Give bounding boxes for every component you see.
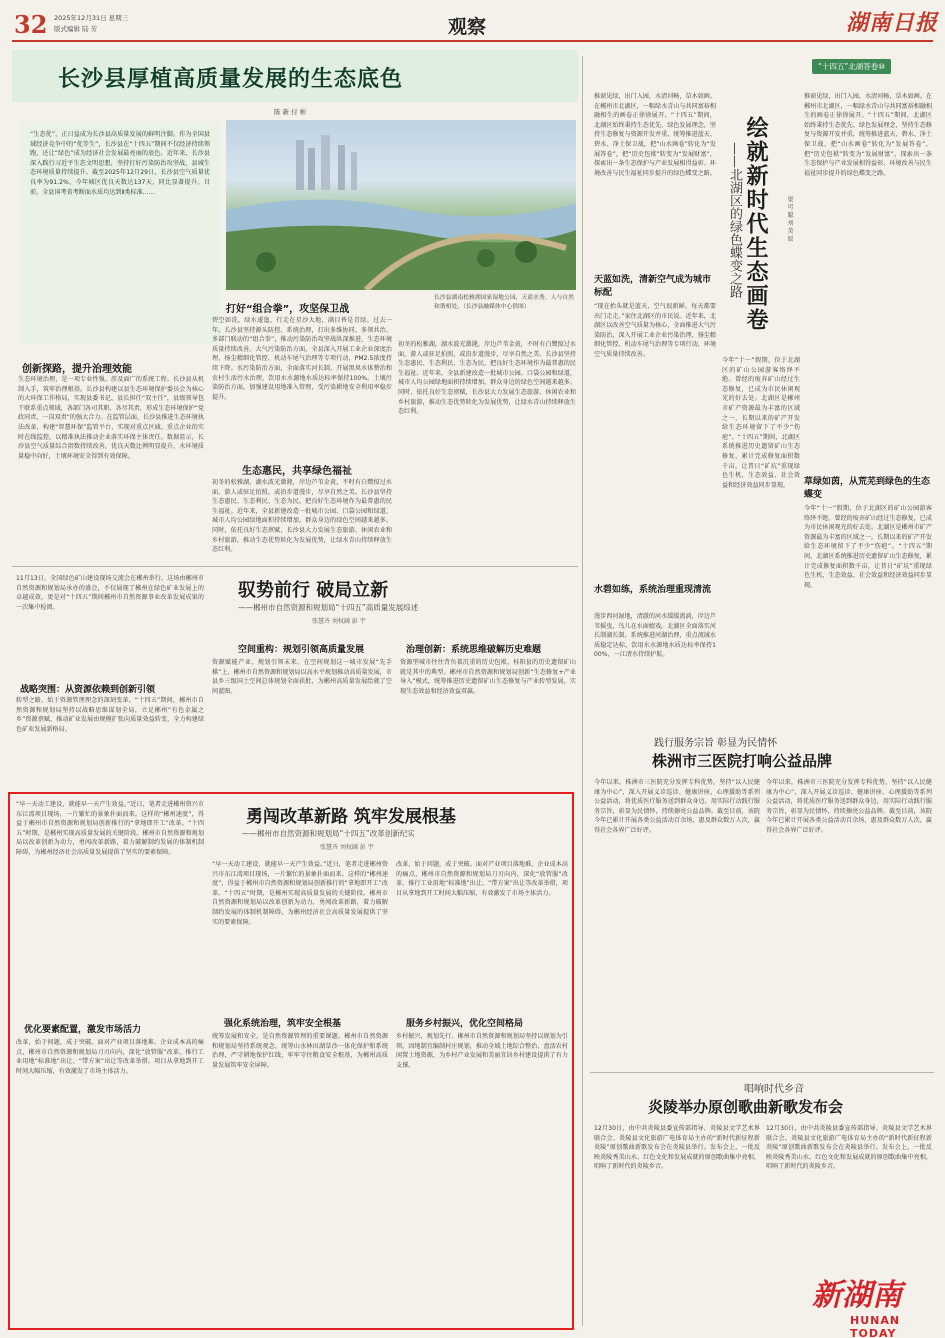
sidebar-col3-text: 推窗见绿，出门入园，水清河畅，草木如画。在郴州市北湖区，一幅绿水青山与共同富裕相融相生的画卷正徐徐展开。“十四五”期间，北湖区始终秉持生态优先、绿色发展理念，坚持生态修复与资源开发并重，统筹推进蓝天、碧水、净土保卫战，把“山水画卷”转化为“发展答卷”，把“历史包袱”转变为“发展财富”，探索出一条生态保护与产业发展相得益彰、环境改善与民生福祉同步提升的绿色蝶变之路。 (804, 93, 932, 177)
article1-col4-text: 初冬的松雅湖，湖水波光潋滟，岸边芦苇金黄，不时有白鹭掠过水面，游人或驻足拍照，或沿步道漫步，尽享自然之美。长沙县坚持生态惠民、生态利民、生态为民，把良好生态环境作为最普惠的民生福祉。近年来，全县新建改造一批城市公园、口袋公园和绿道，城市人均公园绿地面积持续增加，群众身边的绿色空间越来越多。同时，依托良好生态禀赋，长沙县大力发展生态旅游、休闲农业和乡村旅游，推动生态优势转化为发展优势，让绿水青山持续释放生态红利。 (398, 341, 576, 416)
article2-text1: 转型之路，始于资源管理理念的深刻变革。“十四五”期间，郴州市自然资源和规划局坚持以战略思维谋划全局，立足郴州“有色金属之乡”资源禀赋，推动矿业发展由规模扩张向质量效益转变，全力构建绿色矿业发展新格局。 (16, 697, 204, 733)
article4-text-col2: 今年以来，株洲市三医院充分发挥专科优势，坚持“以人民健康为中心”，深入开展义诊巡诊、健康讲座、心理援助等系列公益活动，将优质医疗服务送到群众身边，用实际行动践行服务宗旨，彰显为民情怀，持续擦亮公益品牌。截至目前，该院今年已累计开展各类公益活动百余场，惠及群众数万人次，赢得社会各界广泛好评。 (766, 779, 932, 834)
sidebar-title: 绘就新时代生态画卷 (743, 116, 769, 332)
article5-kicker: 唱响时代乡音 (744, 1084, 804, 1095)
article3-subtitle: ——郴州市自然资源和规划局“十四五”改革创新纪实 (242, 829, 415, 838)
sidebar-tag: “十四五”北湖答卷⑩ (812, 59, 891, 74)
article1-sec2-heading: 打好“组合拳”，攻坚保卫战 (226, 304, 350, 315)
sidebar-h3: 草绿如茵，从荒芜到绿色的生态蝶变 (804, 477, 931, 500)
article1-intro: “生态优”，正日益成为长沙县高质量发展的鲜明注脚。作为全国县域经济竞争中的“优等生”，长沙县在“十四五”期间不仅经济持续领跑，还让“绿色”成为经济社会发展最亮丽的底色。近年来，长沙县深入践行习近平生态文明思想，坚持打好污染防治攻坚战，县城生态环境质量持续提升。截至2025年12月29日，长沙县空气质量优良率为91.2%，今年城区优良天数达137天，同比显著提升。目前，全县国考省考断面水质均达到Ⅱ类标准…… (30, 131, 210, 196)
article1-sec1-heading: 创新探路，提升治理效能 (22, 364, 132, 375)
article1-photo-caption: 长沙县湖南松雅湖国家湿地公园，天蓝水秀，人与自然和谐相处。（长沙县融媒体中心供图） (434, 295, 574, 310)
article1-byline: 陈 新 付 彬 (274, 108, 307, 116)
article3-title: 勇闯改革新路 筑牢发展根基 (246, 807, 456, 827)
article3-col2-text: “早一天动工建设，就能早一天产生效益。”近日，笔者走进郴州资兴市东江湾项目现场，一片繁忙的景象扑面而来。这样的“郴州速度”，得益于郴州市自然资源和规划局创新推行的“拿地即开工”改革。“十四五”时期，是郴州实现高质量发展的关键阶段。郴州市自然资源和规划局以改革创新为动力，勇闯改革新路，着力破解制约发展的体制机制障碍，为郴州经济社会高质量发展提供了坚实的要素保障。 (212, 861, 388, 926)
article2-text2: 资源赋能产业，规划引领未来。在空间规划这一城市发展“先手棋”上，郴州市自然资源和规划局以高水平规划推动高质量发展，市县乡三级国土空间总体规划全面获批，为郴州高质量发展绘就了空间蓝图。 (212, 659, 392, 695)
article1-sec2-text: 碧空如洗、绿水逶迤，行走在星沙大地，满目皆是青绿。过去一年，长沙县坚持源头防控、系统治理，打出多维协同、多领共治、多部门联动的“组合拳”，推动污染防治攻坚战纵深推进，生态环境质量持续改善。大气污染防治方面，全县深入开展工业企业深度治理、扬尘精细化管控、机动车尾气治理等专项行动，PM2.5浓度持续下降。水污染防治方面，全面落实河长制，开展黑臭水体整治和农村生活污水治理，饮用水水源地水质达标率保持100%。土壤污染防治方面，加强建设用地准入管理，受污染耕地安全利用率稳步提升。 (212, 317, 392, 401)
article1-photo (226, 120, 576, 290)
editors-line: 版式编辑 陆 芳 (54, 25, 98, 33)
sidebar-text3: 漫步西河湿地，清澈的河水缓缓流淌，岸边芦苇摇曳，鸟儿在水面嬉戏。北湖区全面落实河长制湖长制，系统推进河湖治理，重点流域水质稳定达标，饮用水水源地水质达标率保持100%，一江清水持续护航。 (594, 613, 716, 659)
masthead (0, 0, 945, 48)
article3-h2: 强化系统治理，筑牢安全根基 (224, 1019, 342, 1029)
article3-byline: 张慧齐 刘权阔 彭 宇 (320, 844, 374, 851)
article2-byline: 张慧齐 刘权阔 彭 宇 (312, 618, 366, 625)
sidebar-mid-text: 今年“十一”假期，位于北湖区的矿山公园游客络绎不绝。曾经的废弃矿山经过生态修复，已成为市民休闲观光的好去处。北湖区是郴州市矿产资源最为丰富的区域之一，长期以来的矿产开发给生态环境留下了不少“伤疤”。“十四五”期间，北湖区系统推进历史遗留矿山生态修复，累计完成修复面积数千亩，让昔日“矿坑”重现绿色生机，生态效益、社会效益和经济效益同步显现。 (722, 357, 800, 489)
sidebar-text1: 推窗见绿，出门入园，水清河畅，草木如画。在郴州市北湖区，一幅绿水青山与共同富裕相融相生的画卷正徐徐展开。“十四五”期间，北湖区始终秉持生态优先、绿色发展理念，坚持生态修复与资源开发并重，统筹推进蓝天、碧水、净土保卫战，把“山水画卷”转化为“发展答卷”，把“历史包袱”转变为“发展财富”，探索出一条生态保护与产业发展相得益彰、环境改善与民生福祉同步提升的绿色蝶变之路。 (594, 93, 716, 177)
article1-intro-box (20, 122, 220, 344)
page-number: 32 (14, 10, 48, 39)
watermark-en: HUNAN TODAY (850, 1314, 901, 1338)
sidebar-text2: “现在抬头就是蓝天，空气很新鲜，每天都要出门走走。”家住北湖区的市民说。近年来，北湖区以改善空气质量为核心，全面推进大气污染防治，深入开展工业企业污染治理、扬尘精细化管控、机动车尾气治理等专项行动，环境空气质量持续改善。 (594, 303, 716, 358)
article-chenzhou-overview (12, 570, 578, 788)
article4-kicker: 践行服务宗旨 彰显为民情怀 (654, 738, 778, 749)
masthead-rule (12, 40, 933, 42)
right-article-divider (590, 1072, 934, 1073)
watermark-logo (806, 1270, 936, 1336)
sidebar-h1: 天蓝如洗，清新空气成为城市标配 (594, 275, 712, 298)
article3-text3: 乡村振兴，规划先行。郴州市自然资源和规划局坚持以规划为引领，因地制宜编制村庄规划，推动全域土地综合整治，盘活农村闲置土地资源，为乡村产业发展和美丽宜居乡村建设提供了有力支撑。 (396, 1033, 568, 1069)
article2-title: 驭势前行 破局立新 (238, 580, 389, 601)
article1-title: 长沙县厚植高质量发展的生态底色 (58, 67, 404, 92)
watermark-cn: 新湖南 (812, 1278, 902, 1313)
article2-text3: 资源型城市往往背负着沉重的历史包袱，桂阳县的历史遗留矿山就是其中的典型。郴州市自然资源和规划局创新“生态修复+产业导入”模式，统筹推进历史遗留矿山生态修复与产业转型发展，实现生态效益和经济效益双赢。 (400, 659, 576, 695)
article5-title: 炎陵举办原创歌曲新歌发布会 (648, 1098, 844, 1116)
article3-col3-text: 改革，始于问题，成于突破。面对产业项目落地难、企业成本高的痛点，郴州市自然资源和规划局刀刃向内，深化“放管服”改革，推行工业用地“标准地”出让、“带方案”出让等改革举措，项目从拿地到开工时间大幅压缩，有效激发了市场主体活力。 (396, 861, 568, 897)
sidebar-byline: 梁 可 聪 刘 美 辰 (786, 196, 793, 242)
sidebar-divider (582, 56, 583, 1326)
article-changsha (12, 50, 578, 558)
article2-h3: 治理创新：系统思维破解历史难题 (406, 645, 542, 655)
article3-h3: 服务乡村振兴，优化空间格局 (406, 1019, 524, 1029)
article-zhuzhou-hospital (590, 734, 934, 932)
article2-subtitle: ——郴州市自然资源和规划局“十四五”高质量发展综述 (238, 603, 419, 612)
article1-sec1-text: 生态环境治理，是一项专业性强、涉及面广的系统工程。长沙县从机制入手，筑牢治理根基。长沙县构建以县生态环境保护委员会为核心的大环保工作格局，实现县委书记、县长担任“双主任”，县级领导包干联系重点领域，各部门各司其职、各尽其责，形成生态环境保护“党政同责、一岗双责”的强大合力。在监管层面，长沙县推进生态环境执法改革，构建“智慧环保”监管平台，实现对重点区域、重点企业的实时在线监控，以精准执法推动企业落实环保主体责任。数据显示，长沙县空气质量综合指数持续改善，优良天数比例明显提升，水环境质量稳中向好，土壤环境安全得到有效保障。 (18, 376, 204, 460)
article1-title-banner (12, 50, 578, 102)
section-name: 观察 (448, 16, 487, 38)
sidebar-subtitle: ——北湖区的绿色蝶变之路 (727, 142, 742, 298)
article2-h2: 空间重构：规划引领高质量发展 (238, 645, 365, 655)
article2-top-rule (12, 566, 578, 567)
article2-h1: 战略突围：从资源依赖到创新引领 (20, 685, 156, 695)
wetland-park-photo (226, 120, 576, 290)
article4-text: 今年以来，株洲市三医院充分发挥专科优势，坚持“以人民健康为中心”，深入开展义诊巡诊、健康讲座、心理援助等系列公益活动，将优质医疗服务送到群众身边，用实际行动践行服务宗旨，彰显为民情怀，持续擦亮公益品牌。截至目前，该院今年已累计开展各类公益活动百余场，惠及群众数万人次，赢得社会各界广泛好评。 (594, 779, 760, 834)
article3-intro: “早一天动工建设，就能早一天产生效益。”近日，笔者走进郴州资兴市东江湾项目现场，一片繁忙的景象扑面而来。这样的“郴州速度”，得益于郴州市自然资源和规划局创新推行的“拿地即开工”改革。“十四五”时期，是郴州实现高质量发展的关键阶段。郴州市自然资源和规划局以改革创新为动力，勇闯改革新路，着力破解制约发展的体制机制障碍，为郴州经济社会高质量发展提供了坚实的要素保障。 (16, 801, 204, 856)
article-reform-highlight (8, 792, 574, 1330)
article3-text2: 统筹发展和安全，是自然资源管理的重要课题。郴州市自然资源和规划局坚持系统观念，统筹山水林田湖草沙一体化保护和系统治理，严守耕地保护红线，牢牢守住粮食安全根基，为郴州高质量发展筑牢安全屏障。 (212, 1033, 388, 1069)
article3-h1: 优化要素配置，激发市场活力 (24, 1025, 142, 1035)
sidebar-beihu (586, 56, 936, 726)
article1-sec3-heading: 生态惠民，共享绿色福祉 (242, 466, 352, 477)
article5-text-col2: 12月30日，由中共炎陵县委宣传部指导、炎陵县文学艺术界联合会、炎陵县文化旅游广电体育局主办的“新时代新征程新炎陵”原创歌曲新歌发布会在炎陵县举行。发布会上，一批反映炎陵秀美山水、红色文化和发展成就的原创歌曲集中亮相，唱响了新时代的炎陵乡音。 (766, 1125, 932, 1171)
article2-intro: 11月13日，全国绿色矿山建设现场交流会在郴州举行。这场由郴州市自然资源和规划局承办的盛会，不仅展现了郴州在绿色矿业发展上的卓越成效，更是对“十四五”期间郴州市自然资源事业改革发展成果的一次集中检阅。 (16, 575, 204, 611)
article1-sec3-text: 初冬的松雅湖，湖水波光潋滟，岸边芦苇金黄，不时有白鹭掠过水面，游人或驻足拍照，或沿步道漫步，尽享自然之美。长沙县坚持生态惠民、生态利民、生态为民，把良好生态环境作为最普惠的民生福祉。近年来，全县新建改造一批城市公园、口袋公园和绿道，城市人均公园绿地面积持续增加，群众身边的绿色空间越来越多。同时，依托良好生态禀赋，长沙县大力发展生态旅游、休闲农业和乡村旅游，推动生态优势转化为发展优势，让绿水青山持续释放生态红利。 (212, 479, 392, 554)
article5-text: 12月30日，由中共炎陵县委宣传部指导、炎陵县文学艺术界联合会、炎陵县文化旅游广电体育局主办的“新时代新征程新炎陵”原创歌曲新歌发布会在炎陵县举行。发布会上，一批反映炎陵秀美山水、红色文化和发展成就的原创歌曲集中亮相，唱响了新时代的炎陵乡音。 (594, 1125, 760, 1171)
sidebar-text4: 今年“十一”假期，位于北湖区的矿山公园游客络绎不绝。曾经的废弃矿山经过生态修复，已成为市民休闲观光的好去处。北湖区是郴州市矿产资源最为丰富的区域之一，长期以来的矿产开发给生态环境留下了不少“伤疤”。“十四五”期间，北湖区系统推进历史遗留矿山生态修复，累计完成修复面积数千亩，让昔日“矿坑”重现绿色生机，生态效益、社会效益和经济效益同步显现。 (804, 505, 932, 589)
article4-title: 株洲市三医院打响公益品牌 (652, 752, 833, 770)
article3-text1: 改革，始于问题，成于突破。面对产业项目落地难、企业成本高的痛点，郴州市自然资源和规划局刀刃向内，深化“放管服”改革，推行工业用地“标准地”出让、“带方案”出让等改革举措，项目从拿地到开工时间大幅压缩，有效激发了市场主体活力。 (16, 1039, 204, 1075)
paper-logo: 湖南日报 (846, 10, 939, 36)
date-line: 2025年12月31日 星期三 (54, 14, 129, 22)
sidebar-h2: 水碧如练，系统治理重现清流 (594, 585, 712, 595)
